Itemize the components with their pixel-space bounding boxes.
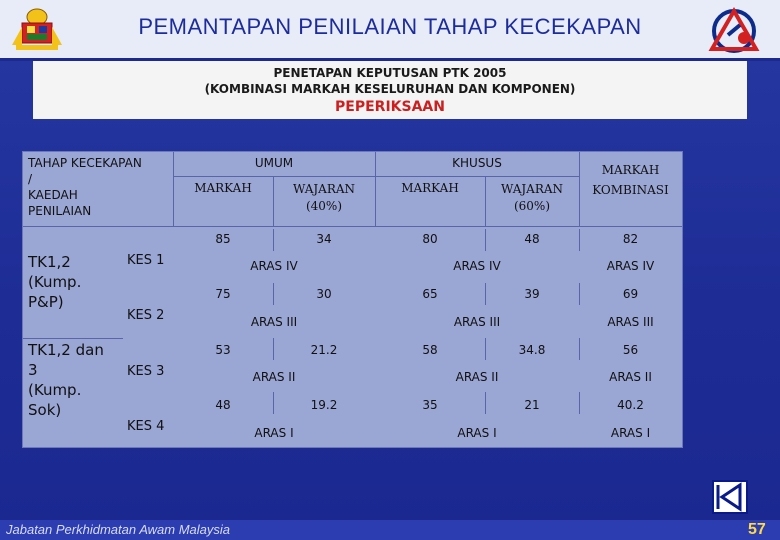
- header-bar: [0, 0, 780, 61]
- khusus-wajaran-cell: 21: [524, 398, 540, 412]
- kes-label: KES 2: [127, 308, 165, 323]
- umum-markah-cell: 53: [215, 343, 231, 357]
- aras-khusus: ARAS IV: [453, 259, 501, 273]
- kombinasi-cell: 69: [622, 287, 639, 301]
- kombinasi-cell: 40.2: [617, 398, 644, 412]
- aras-kombinasi: ARAS II: [609, 370, 652, 384]
- kes-label: KES 1: [127, 253, 165, 268]
- khusus-markah-cell: 35: [422, 398, 438, 412]
- umum-markah-cell: 48: [215, 398, 231, 412]
- group-label-sok: TK1,2 dan 3 (Kump. Sok): [28, 341, 104, 419]
- khusus-wajaran-cell: 39: [524, 287, 540, 301]
- umum-wajaran-header: WAJARAN (40%): [292, 182, 356, 213]
- page-title: PEMANTAPAN PENILAIAN TAHAP KECEKAPAN: [138, 14, 642, 39]
- aras-umum: ARAS III: [250, 315, 298, 329]
- khusus-wajaran-cell: 48: [524, 232, 540, 246]
- aras-kombinasi: ARAS IV: [606, 259, 655, 273]
- ptk-table: [22, 151, 683, 448]
- markah-kombinasi-header: MARKAH KOMBINASI: [592, 163, 669, 197]
- grid-line: [173, 176, 579, 177]
- umum-header: UMUM: [254, 156, 294, 170]
- banner-line-1: PENETAPAN KEPUTUSAN PTK 2005: [273, 66, 507, 80]
- umum-markah-header: MARKAH: [194, 181, 252, 195]
- kes-label: KES 4: [127, 419, 165, 434]
- khusus-markah-cell: 80: [422, 232, 438, 246]
- banner-peperiksaan: PEPERIKSAAN: [335, 99, 445, 115]
- umum-wajaran-cell: 30: [316, 287, 332, 301]
- aras-khusus: ARAS II: [455, 370, 499, 384]
- aras-kombinasi: ARAS I: [610, 426, 651, 440]
- umum-markah-cell: 85: [215, 232, 231, 246]
- khusus-markah-cell: 65: [422, 287, 438, 301]
- khusus-markah-cell: 58: [422, 343, 438, 357]
- umum-markah-cell: 75: [215, 287, 231, 301]
- grid-line: [23, 338, 123, 339]
- footer-bar: [0, 520, 780, 540]
- aras-umum: ARAS IV: [250, 259, 298, 273]
- umum-wajaran-cell: 19.2: [310, 398, 338, 412]
- umum-wajaran-cell: 21.2: [310, 343, 338, 357]
- grid-line: [23, 226, 682, 227]
- khusus-header: KHUSUS: [452, 156, 502, 170]
- umum-wajaran-cell: 34: [316, 232, 332, 246]
- back-arrow-icon: [714, 482, 746, 512]
- aras-khusus: ARAS I: [457, 426, 497, 440]
- page-number: 57: [748, 521, 766, 538]
- jpa-logo-icon: [700, 5, 764, 55]
- corner-header: TAHAP KECEKAPAN / KAEDAH PENILAIAN: [28, 156, 142, 218]
- back-navigation-icon[interactable]: [712, 480, 748, 514]
- khusus-wajaran-header: WAJARAN (60%): [500, 182, 564, 213]
- aras-khusus: ARAS III: [453, 315, 501, 329]
- aras-umum: ARAS I: [254, 426, 294, 440]
- khusus-wajaran-cell: 34.8: [518, 343, 546, 357]
- subtitle-banner: [33, 61, 747, 119]
- khusus-markah-header: MARKAH: [401, 181, 459, 195]
- kes-label: KES 3: [127, 364, 165, 379]
- aras-kombinasi: ARAS III: [607, 315, 654, 329]
- aras-umum: ARAS II: [252, 370, 296, 384]
- kombinasi-cell: 82: [622, 232, 639, 246]
- kombinasi-cell: 56: [622, 343, 639, 357]
- banner-line-2: (KOMBINASI MARKAH KESELURUHAN DAN KOMPONEN): [204, 82, 576, 96]
- group-label-pnp: TK1,2 (Kump. P&P): [28, 253, 82, 311]
- footer-org: Jabatan Perkhidmatan Awam Malaysia: [6, 522, 231, 537]
